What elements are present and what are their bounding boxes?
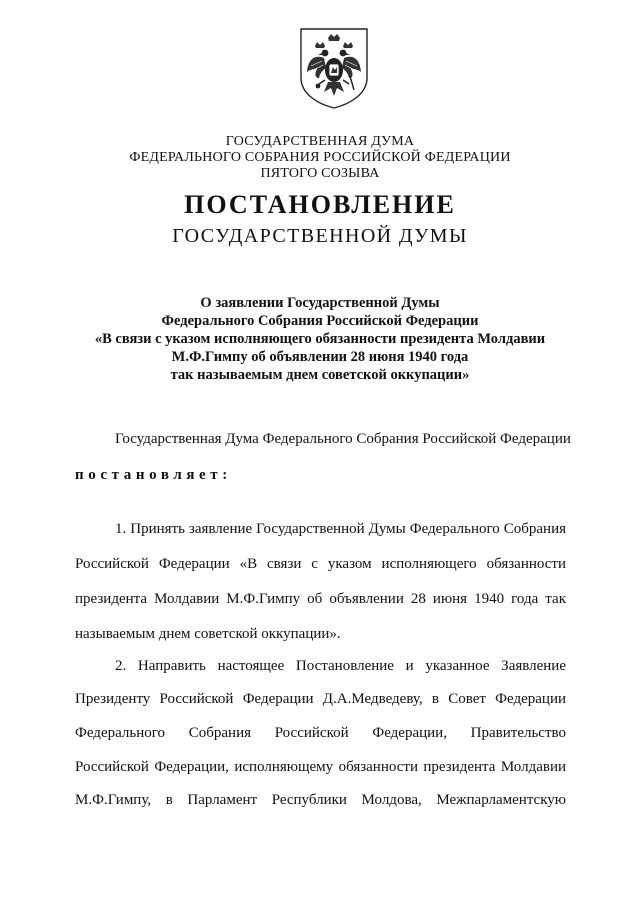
subject-line: так называемым днем советской оккупации»: [170, 367, 470, 383]
item2-line: Российской Федерации, исполняющему обязанности президента Молдавии: [75, 759, 566, 775]
item1-line: Российской Федерации «В связи с указом исполняющего обязанности: [75, 556, 566, 572]
subject-line: О заявлении Государственной Думы: [200, 295, 440, 311]
header-line-convocation: ПЯТОГО СОЗЫВА: [260, 166, 380, 181]
subject-line: Федерального Собрания Российской Федерации: [161, 313, 479, 329]
item1-line: называемым днем советской оккупации».: [75, 626, 341, 642]
header-line-federal-assembly: ФЕДЕРАЛЬНОГО СОБРАНИЯ РОССИЙСКОЙ ФЕДЕРАЦИИ: [129, 150, 511, 165]
document-title: ПОСТАНОВЛЕНИЕ: [184, 190, 456, 219]
item2-line: Президенту Российской Федерации Д.А.Медведеву, в Совет Федерации: [75, 691, 566, 707]
item2-line: 2. Направить настоящее Постановление и указанное Заявление: [115, 658, 566, 674]
item2-line: Федерального Собрания Российской Федерации, Правительство: [75, 725, 566, 741]
preamble-text: Государственная Дума Федерального Собрания Российской Федерации: [115, 431, 571, 447]
header-line-state-duma: ГОСУДАРСТВЕННАЯ ДУМА: [225, 134, 415, 149]
decree-word: постановляет:: [75, 467, 232, 483]
item1-line: 1. Принять заявление Государственной Думы Федерального Собрания: [115, 521, 566, 537]
item1-line: президента Молдавии М.Ф.Гимпу об объявлении 28 июня 1940 года так: [75, 591, 566, 607]
coat-of-arms-emblem: [298, 26, 370, 110]
subject-line: «В связи с указом исполняющего обязанности президента Молдавии: [94, 331, 546, 347]
item2-line: М.Ф.Гимпу, в Парламент Республики Молдова, Межпарламентскую: [75, 792, 566, 808]
document-subtitle: ГОСУДАРСТВЕННОЙ ДУМЫ: [172, 225, 468, 247]
subject-line: М.Ф.Гимпу об объявлении 28 июня 1940 года: [171, 349, 469, 365]
